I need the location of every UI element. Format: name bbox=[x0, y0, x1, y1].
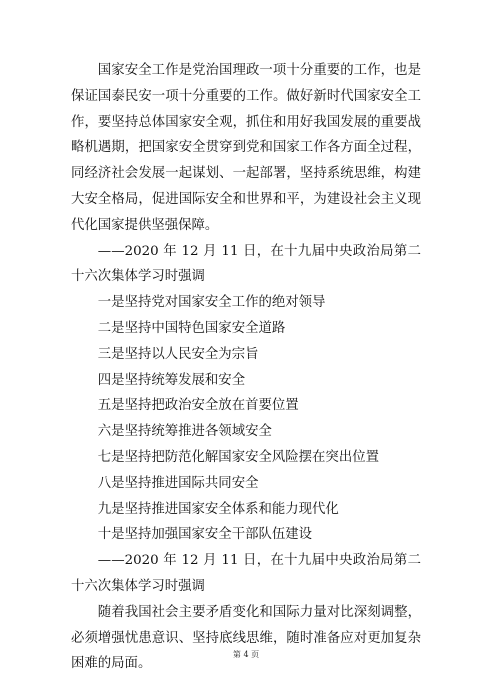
page-number: 第 4 页 bbox=[232, 650, 260, 659]
list-item: 九是坚持推进国家安全体系和能力现代化 bbox=[97, 501, 339, 517]
list-item: 八是坚持推进国际共同安全 bbox=[97, 475, 259, 491]
list-item: 二是坚持中国特色国家安全道路 bbox=[97, 320, 286, 336]
list-item: 一是坚持党对国家安全工作的绝对领导 bbox=[97, 295, 326, 311]
intro-paragraph: 国家安全工作是党治国理政一项十分重要的工作，也是保证国泰民安一项十分重要的工作。做好新时代国家安全工作，要坚持总体国家安全观，抓住和用好我国发展的重要战略机遇期，把国家安全贯穿到党和国家工作各方面全过程，同经济社会发展一起谋划、一起部署，坚持系统思维，构建大安全格局，促进国际安全和世界和平，为建设社会主义现代化国家提供坚强保障。 bbox=[71, 63, 421, 233]
page-content bbox=[71, 58, 421, 677]
list-item: 十是坚持加强国家安全干部队伍建设 bbox=[97, 527, 313, 543]
source-citation-2: ——2020 年 12 月 11 日，在十九届中央政治局第二十六次集体学习时强调 bbox=[71, 553, 421, 594]
closing-paragraph: 随着我国社会主要矛盾变化和国际力量对比深刻调整，必须增强忧患意识、坚持底线思维，随时准备应对更加复杂困难的局面。 bbox=[71, 604, 421, 672]
key-points-list bbox=[71, 290, 421, 548]
list-item: 五是坚持把政治安全放在首要位置 bbox=[97, 398, 299, 414]
list-item: 四是坚持统筹发展和安全 bbox=[97, 372, 246, 388]
list-item: 六是坚持统筹推进各领域安全 bbox=[97, 424, 272, 440]
list-item: 三是坚持以人民安全为宗旨 bbox=[97, 346, 259, 362]
list-item: 七是坚持把防范化解国家安全风险摆在突出位置 bbox=[97, 449, 379, 465]
source-citation-1: ——2020 年 12 月 11 日，在十九届中央政治局第二十六次集体学习时强调 bbox=[71, 243, 421, 285]
